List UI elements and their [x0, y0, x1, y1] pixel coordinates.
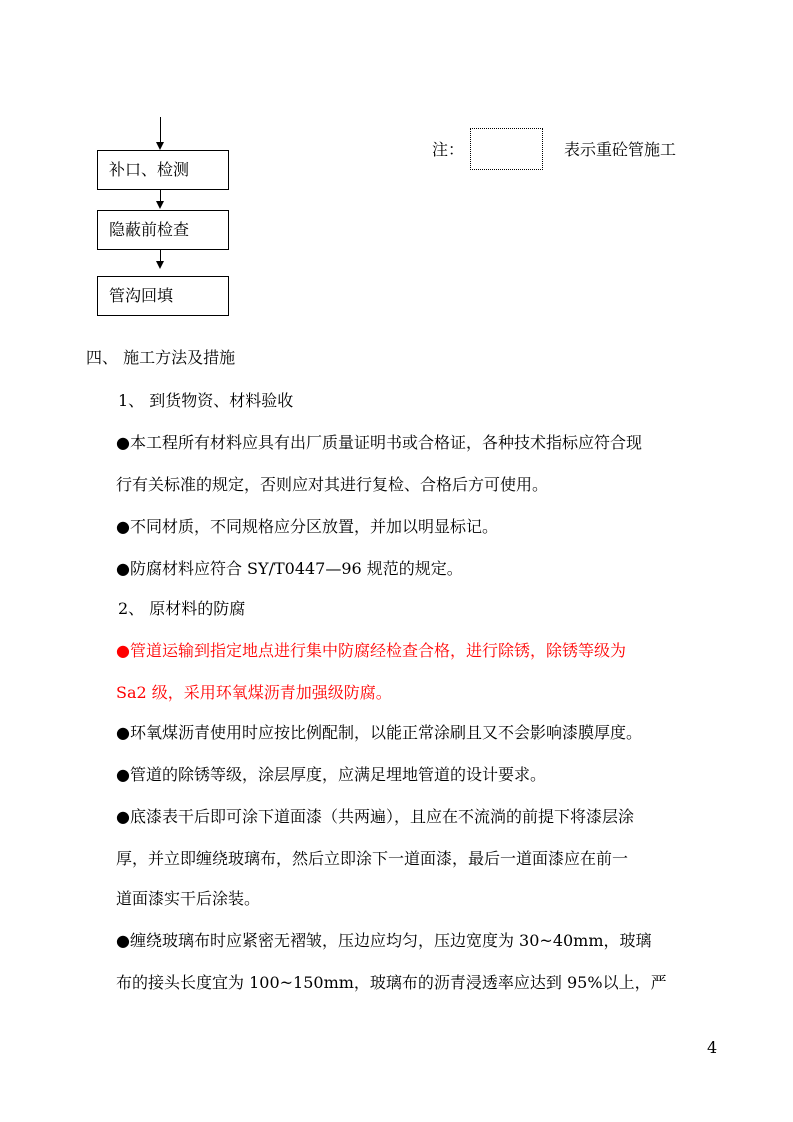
paragraph-6: ●管道的除锈等级，涂层厚度，应满足埋地管道的设计要求。: [116, 765, 546, 784]
note-label: 注：: [432, 140, 465, 159]
paragraph-4-line-2: Sa2 级，采用环氧煤沥青加强级防腐。: [116, 683, 392, 702]
subsection-2-heading: 2、 原材料的防腐: [118, 599, 246, 618]
paragraph-5: ●环氧煤沥青使用时应按比例配制，以能正常涂刷且又不会影响漆膜厚度。: [116, 723, 642, 742]
flow-arrow-top-head: [156, 142, 164, 150]
paragraph-3: ●防腐材料应符合 SY/T0447—96 规范的规定。: [116, 559, 463, 578]
flow-arrow-2-head: [156, 261, 164, 269]
note-description: 表示重砼管施工: [564, 140, 677, 159]
flow-arrow-top: [160, 117, 161, 143]
flow-box-patch-inspect: 补口、检测: [97, 150, 229, 190]
paragraph-7-line-2: 厚，并立即缠绕玻璃布，然后立即涂下一道面漆，最后一道面漆应在前一: [116, 849, 629, 868]
subsection-1-heading: 1、 到货物资、材料验收: [118, 391, 294, 410]
paragraph-1-line-1: ●本工程所有材料应具有出厂质量证明书或合格证，各种技术指标应符合现: [116, 433, 642, 452]
page-number: 4: [707, 1038, 718, 1057]
section-heading: 四、 施工方法及措施: [86, 348, 236, 367]
paragraph-7-line-1: ●底漆表干后即可涂下道面漆（共两遍），且应在不流淌的前提下将漆层涂: [116, 807, 634, 826]
note-legend-box: [470, 128, 543, 170]
paragraph-8-line-2: 布的接头长度宜为 100~150mm，玻璃布的沥青浸透率应达到 95%以上，严: [116, 973, 667, 992]
paragraph-1-line-2: 行有关标准的规定，否则应对其进行复检、合格后方可使用。: [116, 475, 549, 494]
flow-box-trench-backfill: 管沟回填: [97, 276, 229, 316]
paragraph-2: ●不同材质，不同规格应分区放置，并加以明显标记。: [116, 517, 498, 536]
paragraph-7-line-3: 道面漆实干后涂装。: [116, 889, 261, 908]
paragraph-4-line-1: ●管道运输到指定地点进行集中防腐经检查合格，进行除锈，除锈等级为: [116, 641, 626, 660]
flow-arrow-1-head: [156, 201, 164, 209]
flow-box-concealed-inspect: 隐蔽前检查: [97, 210, 229, 250]
paragraph-8-line-1: ●缠绕玻璃布时应紧密无褶皱，压边应均匀，压边宽度为 30~40mm，玻璃: [116, 931, 652, 950]
